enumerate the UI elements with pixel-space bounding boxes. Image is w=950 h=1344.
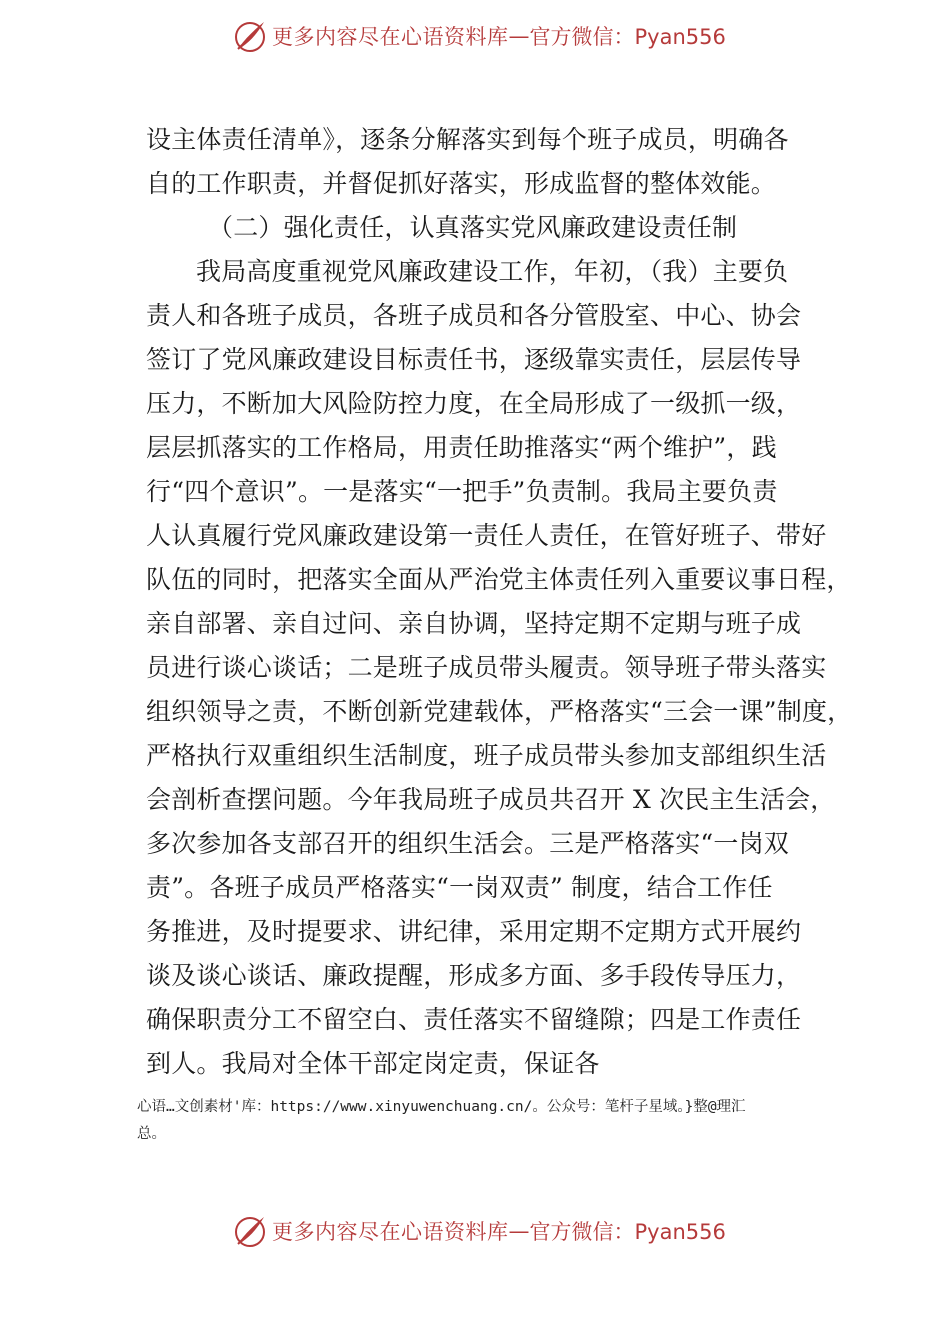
body-line: 层层抓落实的工作格局，用责任助推落实“两个维护”，践 (146, 433, 777, 462)
body-line: 严格执行双重组织生活制度，班子成员带头参加支部组织生活 (146, 741, 827, 770)
header-banner (232, 16, 726, 56)
footnote (137, 1094, 837, 1148)
body-line: 员进行谈心谈话；二是班子成员带头履责。领导班子带头落实 (146, 653, 827, 682)
quill-pen-logo-icon (232, 1213, 268, 1249)
footnote-line-2: 总。 (137, 1126, 166, 1142)
body-line: 责”。各班子成员严格落实“一岗双责” 制度，结合工作任 (146, 873, 773, 902)
body-line: 责人和各班子成员，各班子成员和各分管股室、中心、协会 (146, 301, 802, 330)
body-line: 签订了党风廉政建设目标责任书，逐级靠实责任，层层传导 (146, 345, 802, 374)
banner-brand-text: 更多内容尽在心语资料库 (272, 1220, 509, 1244)
banner-separator: — (508, 1219, 530, 1243)
banner-brand-text: 更多内容尽在心语资料库 (272, 25, 509, 49)
document-body (146, 118, 853, 1086)
paragraph-start-line: 我局高度重视党风廉政建设工作，年初，（我）主要负 (196, 257, 789, 286)
body-line: 会剖析查摆问题。今年我局班子成员共召开 X 次民主生活会， (146, 785, 836, 814)
body-line: 队伍的同时，把落实全面从严治党主体责任列入重要议事日程， (146, 565, 852, 594)
body-line: 亲自部署、亲自过问、亲自协调，坚持定期不定期与班子成 (146, 609, 802, 638)
body-line: 到人。我局对全体干部定岗定责，保证各 (146, 1049, 600, 1078)
footer-banner (232, 1211, 726, 1251)
banner-contact-text: 官方微信：Pyan556 (529, 25, 726, 49)
section-heading: （二）强化责任，认真落实党风廉政建设责任制 (208, 213, 738, 242)
body-line: 确保职责分工不留空白、责任落实不留缝隙；四是工作责任 (146, 1005, 802, 1034)
body-line: 组织领导之责，不断创新党建载体，严格落实“三会一课”制度， (146, 697, 853, 726)
body-line: 务推进，及时提要求、讲纪律，采用定期不定期方式开展约 (146, 917, 802, 946)
body-line: 压力，不断加大风险防控力度，在全局形成了一级抓一级， (146, 389, 802, 418)
body-line: 人认真履行党风廉政建设第一责任人责任，在管好班子、带好 (146, 521, 827, 550)
banner-separator: — (508, 24, 530, 48)
body-line: 自的工作职责，并督促抓好落实，形成监督的整体效能。 (146, 169, 777, 198)
quill-pen-logo-icon (232, 18, 268, 54)
body-line: 设主体责任清单》，逐条分解落实到每个班子成员，明确各 (146, 125, 789, 154)
body-line: 谈及谈心谈话、廉政提醒，形成多方面、多手段传导压力， (146, 961, 802, 990)
footnote-line-1: 心语…文创素材'库：https://www.xinyuwenchuang.cn/。公众号：笔杆子星域。}整@理汇 (137, 1099, 746, 1115)
banner-contact-text: 官方微信：Pyan556 (529, 1220, 726, 1244)
body-line: 行“四个意识”。一是落实“一把手”负责制。我局主要负责 (146, 477, 778, 506)
body-line: 多次参加各支部召开的组织生活会。三是严格落实“一岗双 (146, 829, 789, 858)
